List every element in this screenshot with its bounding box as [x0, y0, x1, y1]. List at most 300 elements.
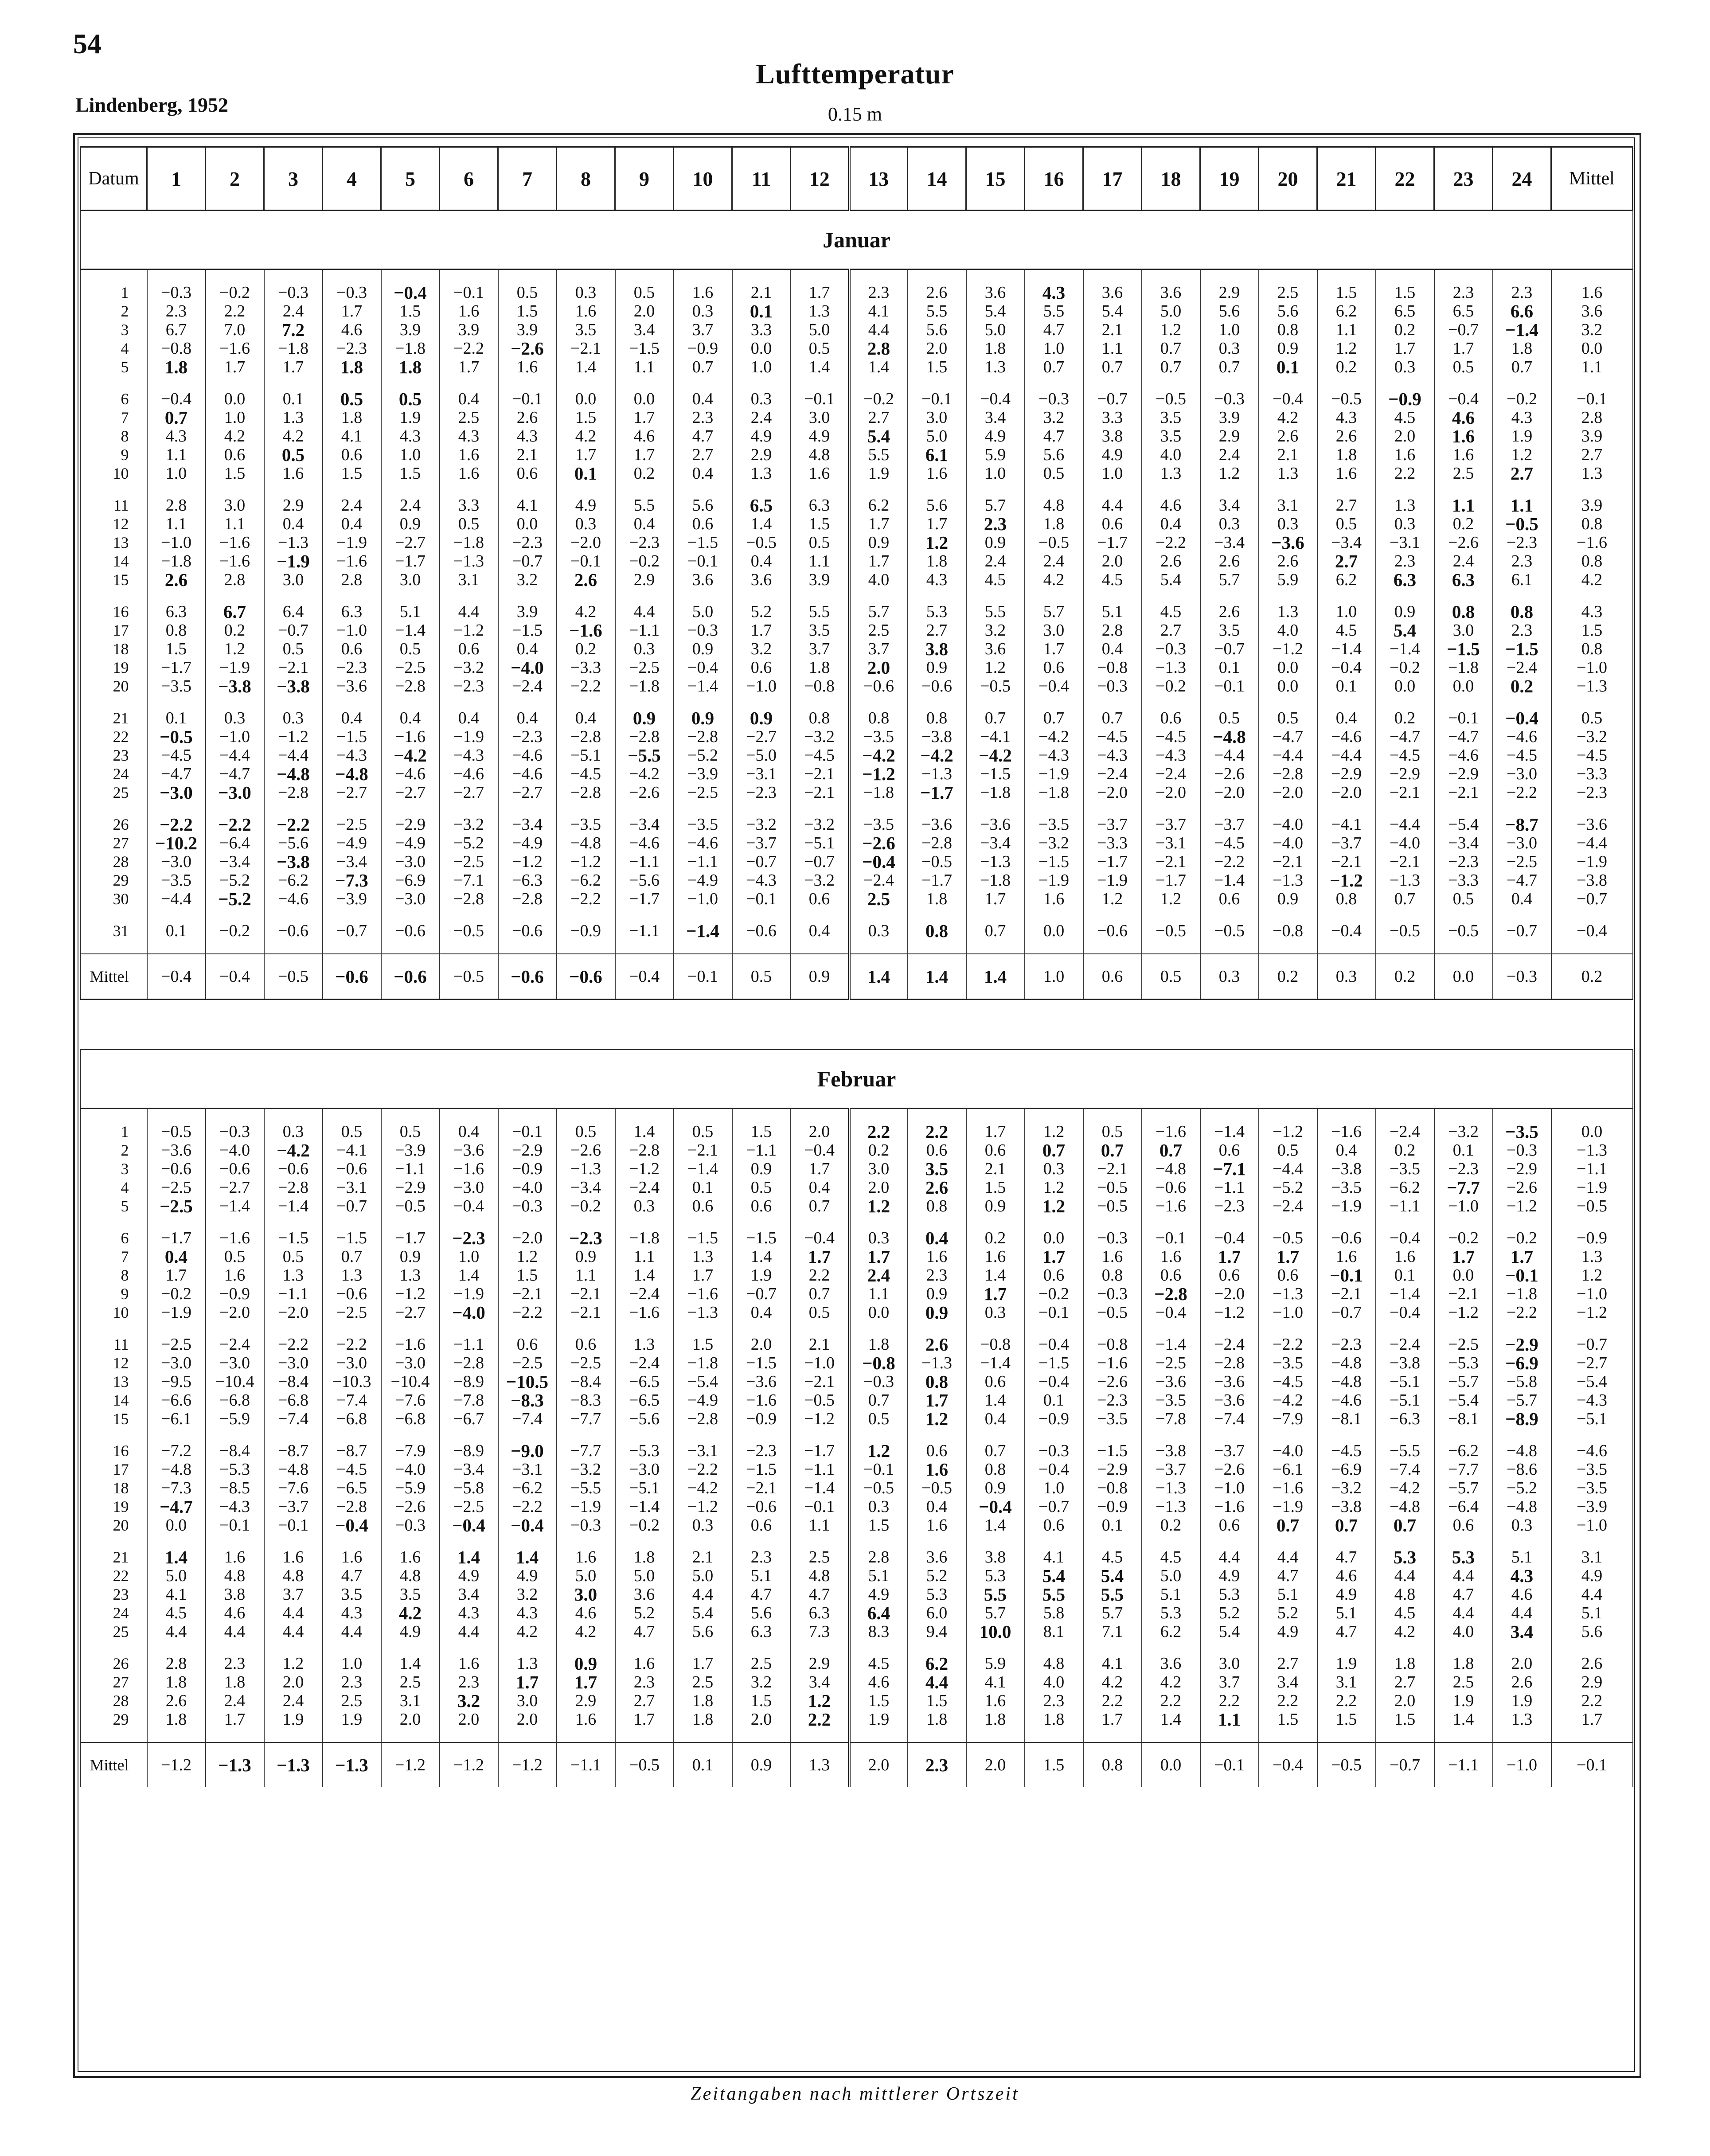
table-row [81, 1479, 1633, 1497]
temperature-cell: −3.5 [849, 727, 908, 746]
temperature-cell: −1.2 [147, 1742, 206, 1787]
temperature-cell: −7.8 [1142, 1410, 1200, 1428]
temperature-cell: −0.4 [849, 852, 908, 871]
temperature-cell: −2.4 [849, 871, 908, 890]
temperature-cell: −2.2 [557, 890, 615, 908]
daily-mean-cell: 1.5 [1551, 621, 1633, 640]
temperature-cell: −0.4 [147, 954, 206, 1000]
temperature-cell: 1.8 [791, 658, 849, 677]
temperature-cell: −1.4 [381, 621, 440, 640]
temperature-cell: 4.0 [1434, 1622, 1493, 1641]
page-number: 54 [73, 28, 102, 59]
temperature-cell: 0.7 [1083, 709, 1142, 727]
temperature-cell: −2.6 [498, 339, 557, 358]
temperature-cell: 2.7 [849, 408, 908, 427]
table-row [81, 1710, 1633, 1729]
temperature-cell: 1.4 [966, 954, 1025, 1000]
temperature-cell: 6.5 [1376, 302, 1434, 320]
temperature-cell: 1.0 [323, 1654, 381, 1673]
temperature-cell: 1.1 [1200, 1710, 1259, 1729]
temperature-cell: −3.2 [440, 815, 498, 834]
temperature-cell: −1.9 [323, 533, 381, 552]
temperature-cell: −3.1 [498, 1460, 557, 1479]
temperature-cell: −2.7 [440, 783, 498, 802]
temperature-cell: −0.2 [615, 1516, 674, 1535]
temperature-cell: −4.5 [1259, 1372, 1317, 1391]
temperature-cell: −2.9 [1317, 765, 1376, 783]
temperature-cell: −0.5 [615, 1742, 674, 1787]
day-label: 3 [81, 1160, 147, 1178]
temperature-cell: 0.5 [381, 390, 440, 408]
temperature-cell: 6.2 [1317, 302, 1376, 320]
table-row [81, 852, 1633, 871]
temperature-cell: 3.6 [1142, 1654, 1200, 1673]
temperature-cell: 2.1 [791, 1335, 849, 1354]
temperature-cell: −1.2 [1259, 640, 1317, 658]
header-hour: 13 [849, 147, 908, 211]
day-label: 26 [81, 815, 147, 834]
temperature-cell: 2.3 [1025, 1691, 1083, 1710]
temperature-cell: −1.9 [147, 1303, 206, 1322]
temperature-cell: −0.8 [1083, 658, 1142, 677]
mittel-row [81, 1742, 1633, 1787]
temperature-cell: 4.6 [323, 320, 381, 339]
temperature-cell: 3.1 [1259, 496, 1317, 515]
temperature-cell: −8.1 [1434, 1410, 1493, 1428]
table-row [81, 1160, 1633, 1178]
temperature-cell: −0.3 [557, 1516, 615, 1535]
temperature-cell: −5.2 [206, 871, 264, 890]
temperature-cell: 1.3 [732, 464, 791, 483]
temperature-cell: 0.8 [849, 709, 908, 727]
temperature-cell: 4.5 [1083, 570, 1142, 589]
temperature-cell: −2.1 [557, 339, 615, 358]
temperature-cell: −3.5 [1317, 1178, 1376, 1197]
temperature-cell: −1.6 [206, 339, 264, 358]
temperature-cell: 2.4 [264, 1691, 323, 1710]
daily-mean-cell: 2.7 [1551, 445, 1633, 464]
temperature-cell: −1.3 [1142, 1479, 1200, 1497]
temperature-cell: −2.5 [440, 1497, 498, 1516]
temperature-cell: −2.8 [557, 783, 615, 802]
temperature-cell: −0.3 [323, 283, 381, 302]
temperature-cell: −2.9 [381, 815, 440, 834]
temperature-cell: 4.1 [1025, 1548, 1083, 1566]
temperature-cell: 0.1 [147, 709, 206, 727]
temperature-cell: 2.6 [147, 1691, 206, 1710]
daily-mean-cell: −0.7 [1551, 1335, 1633, 1354]
temperature-cell: 5.2 [1259, 1604, 1317, 1622]
temperature-cell: −6.2 [264, 871, 323, 890]
temperature-cell: 1.4 [966, 1516, 1025, 1535]
header-hour: 23 [1434, 147, 1493, 211]
temperature-cell: −3.9 [674, 765, 732, 783]
temperature-cell: −1.9 [1317, 1197, 1376, 1215]
temperature-cell: −1.3 [323, 1742, 381, 1787]
row-gap [81, 695, 1633, 709]
temperature-cell: 0.0 [1025, 1229, 1083, 1247]
temperature-cell: −9.0 [498, 1441, 557, 1460]
temperature-cell: 2.7 [1259, 1654, 1317, 1673]
table-row [81, 640, 1633, 658]
temperature-cell: 4.7 [674, 427, 732, 445]
temperature-cell: 4.9 [1200, 1566, 1259, 1585]
temperature-cell: 0.7 [791, 1197, 849, 1215]
temperature-cell: 2.3 [1376, 552, 1434, 570]
temperature-cell: −1.7 [147, 1229, 206, 1247]
header-hour: 12 [791, 147, 849, 211]
temperature-cell: 2.2 [1317, 1691, 1376, 1710]
daily-mean-cell: −1.9 [1551, 852, 1633, 871]
temperature-cell: −4.1 [323, 1141, 381, 1160]
temperature-cell: −5.2 [674, 746, 732, 765]
temperature-cell: 6.5 [1434, 302, 1493, 320]
temperature-cell: −1.2 [381, 1742, 440, 1787]
temperature-cell: 1.2 [498, 1247, 557, 1266]
temperature-cell: 1.2 [849, 1197, 908, 1215]
temperature-cell: −2.6 [1434, 533, 1493, 552]
temperature-cell: −2.1 [791, 1372, 849, 1391]
temperature-cell: 0.5 [1259, 709, 1317, 727]
temperature-cell: −7.4 [498, 1410, 557, 1428]
temperature-cell: −2.8 [498, 890, 557, 908]
temperature-cell: −1.8 [1025, 783, 1083, 802]
temperature-cell: 1.0 [1025, 1479, 1083, 1497]
temperature-cell: 1.8 [323, 358, 381, 376]
temperature-cell: 2.0 [966, 1742, 1025, 1787]
temperature-cell: −10.3 [323, 1372, 381, 1391]
temperature-cell: −4.3 [206, 1497, 264, 1516]
temperature-cell: −2.2 [1200, 852, 1259, 871]
temperature-cell: 5.3 [1376, 1548, 1434, 1566]
temperature-cell: −1.7 [791, 1441, 849, 1460]
temperature-cell: 0.6 [908, 1441, 966, 1460]
temperature-cell: −4.6 [440, 765, 498, 783]
temperature-cell: −1.6 [1259, 1479, 1317, 1497]
temperature-cell: −3.2 [440, 658, 498, 677]
temperature-cell: 0.9 [966, 1479, 1025, 1497]
temperature-cell: 5.9 [966, 445, 1025, 464]
temperature-cell: 1.6 [1317, 464, 1376, 483]
temperature-cell: 5.6 [908, 496, 966, 515]
temperature-cell: 0.1 [732, 302, 791, 320]
temperature-cell: 5.3 [908, 602, 966, 621]
temperature-cell: 0.3 [849, 1229, 908, 1247]
temperature-cell: 4.4 [849, 320, 908, 339]
temperature-cell: 2.2 [1142, 1691, 1200, 1710]
daily-mean-cell: 2.8 [1551, 408, 1633, 427]
temperature-cell: 3.6 [966, 283, 1025, 302]
temperature-cell: 2.5 [849, 621, 908, 640]
daily-mean-cell: −3.5 [1551, 1479, 1633, 1497]
temperature-cell: 1.3 [1493, 1710, 1551, 1729]
table-row [81, 765, 1633, 783]
temperature-cell: −7.1 [440, 871, 498, 890]
temperature-cell: −3.8 [908, 727, 966, 746]
temperature-cell: 1.7 [1025, 1247, 1083, 1266]
temperature-cell: 4.8 [206, 1566, 264, 1585]
temperature-cell: 0.6 [323, 640, 381, 658]
temperature-cell: −0.5 [1376, 922, 1434, 940]
row-gap [81, 908, 1633, 922]
temperature-cell: −2.2 [674, 1460, 732, 1479]
temperature-cell: −0.7 [1200, 640, 1259, 658]
temperature-cell: 1.4 [966, 1266, 1025, 1285]
temperature-cell: 2.2 [206, 302, 264, 320]
temperature-cell: 4.2 [557, 1622, 615, 1641]
temperature-cell: −0.8 [849, 1354, 908, 1372]
temperature-cell: 1.7 [615, 408, 674, 427]
header-hour: 11 [732, 147, 791, 211]
temperature-cell: 1.7 [557, 1673, 615, 1691]
day-label: 7 [81, 1247, 147, 1266]
temperature-cell: 0.9 [1376, 602, 1434, 621]
temperature-cell: 0.6 [1142, 1266, 1200, 1285]
temperature-cell: 4.2 [1025, 570, 1083, 589]
temperature-cell: −2.8 [615, 1141, 674, 1160]
temperature-cell: −3.7 [732, 834, 791, 852]
temperature-cell: −2.8 [440, 1354, 498, 1372]
temperature-cell: 0.7 [966, 709, 1025, 727]
temperature-cell: 4.8 [1376, 1585, 1434, 1604]
daily-mean-cell: 0.8 [1551, 515, 1633, 533]
temperature-cell: −3.4 [1317, 533, 1376, 552]
temperature-cell: −3.4 [440, 1460, 498, 1479]
temperature-cell: 0.4 [908, 1229, 966, 1247]
temperature-cell: −0.2 [1493, 390, 1551, 408]
temperature-cell: 3.8 [908, 640, 966, 658]
temperature-cell: −2.4 [206, 1335, 264, 1354]
temperature-cell: 1.1 [1493, 496, 1551, 515]
day-label: 10 [81, 464, 147, 483]
temperature-cell: 4.7 [323, 1566, 381, 1585]
temperature-cell: 0.9 [615, 709, 674, 727]
temperature-cell: −0.6 [498, 922, 557, 940]
temperature-cell: −1.3 [440, 552, 498, 570]
temperature-cell: −0.4 [966, 1497, 1025, 1516]
day-label: 14 [81, 552, 147, 570]
temperature-cell: −0.1 [498, 1122, 557, 1141]
temperature-cell: −1.1 [615, 922, 674, 940]
temperature-cell: 0.7 [1142, 1141, 1200, 1160]
temperature-cell: 2.6 [1317, 427, 1376, 445]
temperature-cell: 1.2 [1493, 445, 1551, 464]
temperature-cell: −4.8 [1200, 727, 1259, 746]
daily-mean-cell: −1.0 [1551, 658, 1633, 677]
temperature-cell: 2.4 [1200, 445, 1259, 464]
temperature-cell: 0.4 [674, 390, 732, 408]
temperature-cell: −1.5 [323, 727, 381, 746]
temperature-cell: −0.1 [1434, 709, 1493, 727]
temperature-cell: 0.2 [966, 1229, 1025, 1247]
temperature-cell: −2.4 [1259, 1197, 1317, 1215]
temperature-cell: 0.4 [1317, 1141, 1376, 1160]
temperature-cell: −8.9 [1493, 1410, 1551, 1428]
temperature-cell: 0.3 [206, 709, 264, 727]
temperature-cell: −0.5 [1142, 922, 1200, 940]
temperature-cell: 2.1 [1259, 445, 1317, 464]
temperature-cell: 3.0 [849, 1160, 908, 1178]
temperature-cell: −4.0 [1259, 815, 1317, 834]
table-row [81, 1497, 1633, 1516]
temperature-cell: −0.4 [323, 1516, 381, 1535]
temperature-cell: −4.8 [264, 765, 323, 783]
temperature-cell: −6.2 [498, 1479, 557, 1497]
daily-mean-cell: −1.0 [1551, 1516, 1633, 1535]
month-heading-row [81, 211, 1633, 270]
temperature-cell: 4.4 [264, 1604, 323, 1622]
temperature-cell: 1.6 [674, 283, 732, 302]
temperature-cell: 5.6 [1200, 302, 1259, 320]
temperature-cell: −0.7 [1493, 922, 1551, 940]
daily-mean-cell: 0.2 [1551, 954, 1633, 1000]
temperature-cell: 3.5 [557, 320, 615, 339]
temperature-cell: 0.4 [381, 709, 440, 727]
temperature-cell: 2.3 [732, 1548, 791, 1566]
temperature-cell: −3.0 [147, 1354, 206, 1372]
temperature-cell: −3.6 [1259, 533, 1317, 552]
temperature-cell: 0.6 [1025, 1516, 1083, 1535]
row-gap [81, 1641, 1633, 1654]
temperature-cell: −0.7 [264, 621, 323, 640]
temperature-cell: −2.1 [264, 658, 323, 677]
temperature-cell: 1.6 [908, 464, 966, 483]
temperature-cell: 0.2 [1376, 954, 1434, 1000]
day-label: 9 [81, 1285, 147, 1303]
table-row [81, 1441, 1633, 1460]
temperature-cell: −0.6 [381, 922, 440, 940]
temperature-cell: 2.3 [1434, 283, 1493, 302]
temperature-cell: 0.5 [674, 1122, 732, 1141]
day-label: 22 [81, 727, 147, 746]
temperature-cell: 1.9 [323, 1710, 381, 1729]
daily-mean-cell: −0.4 [1551, 922, 1633, 940]
temperature-cell: −5.3 [615, 1441, 674, 1460]
temperature-cell: −2.3 [732, 783, 791, 802]
temperature-cell: 0.2 [1376, 1141, 1434, 1160]
temperature-cell: 0.9 [557, 1247, 615, 1266]
temperature-cell: 0.5 [323, 1122, 381, 1141]
daily-mean-cell: 3.9 [1551, 427, 1633, 445]
header-hour: 14 [908, 147, 966, 211]
temperature-cell: 4.9 [1259, 1622, 1317, 1641]
temperature-cell: −1.0 [323, 621, 381, 640]
temperature-cell: 1.5 [849, 1691, 908, 1710]
temperature-cell: −2.3 [1434, 852, 1493, 871]
daily-mean-cell: −1.3 [1551, 677, 1633, 695]
temperature-cell: 5.5 [966, 602, 1025, 621]
temperature-cell: −3.5 [1025, 815, 1083, 834]
temperature-cell: 0.6 [966, 1141, 1025, 1160]
temperature-cell: −6.5 [615, 1391, 674, 1410]
temperature-cell: 1.7 [849, 1247, 908, 1266]
temperature-cell: 6.4 [849, 1604, 908, 1622]
temperature-cell: −0.5 [1025, 533, 1083, 552]
temperature-cell: −2.7 [206, 1178, 264, 1197]
temperature-cell: −1.8 [147, 552, 206, 570]
day-label: 23 [81, 1585, 147, 1604]
temperature-cell: 2.6 [1259, 427, 1317, 445]
table-row [81, 390, 1633, 408]
temperature-cell: −1.2 [1259, 1122, 1317, 1141]
temperature-cell: −4.8 [557, 834, 615, 852]
temperature-cell: 0.8 [1434, 602, 1493, 621]
temperature-cell: 0.1 [264, 390, 323, 408]
temperature-cell: 2.4 [1434, 552, 1493, 570]
temperature-cell: −0.3 [498, 1197, 557, 1215]
temperature-cell: 5.6 [732, 1604, 791, 1622]
table-row [81, 302, 1633, 320]
temperature-cell: −3.4 [323, 852, 381, 871]
temperature-cell: −3.6 [1200, 1372, 1259, 1391]
temperature-cell: −0.1 [908, 390, 966, 408]
temperature-cell: 1.7 [966, 1285, 1025, 1303]
temperature-cell: −1.0 [791, 1354, 849, 1372]
temperature-cell: 4.4 [1434, 1566, 1493, 1585]
temperature-cell: 1.8 [147, 1673, 206, 1691]
daily-mean-cell: −4.6 [1551, 1441, 1633, 1460]
temperature-cell: 2.4 [206, 1691, 264, 1710]
temperature-cell: 0.2 [206, 621, 264, 640]
temperature-cell: 2.5 [440, 408, 498, 427]
day-label: 1 [81, 283, 147, 302]
temperature-cell: −5.1 [557, 746, 615, 765]
temperature-cell: 0.4 [1493, 890, 1551, 908]
temperature-cell: −0.1 [1200, 677, 1259, 695]
temperature-cell: −7.7 [1434, 1178, 1493, 1197]
temperature-cell: 0.6 [732, 1197, 791, 1215]
temperature-cell: 1.8 [1493, 339, 1551, 358]
temperature-cell: 5.9 [966, 1654, 1025, 1673]
temperature-cell: 1.2 [908, 1410, 966, 1428]
day-label: 10 [81, 1303, 147, 1322]
temperature-cell: −1.5 [732, 1460, 791, 1479]
temperature-cell: 4.4 [440, 602, 498, 621]
temperature-cell: −3.0 [206, 1354, 264, 1372]
temperature-cell: 0.9 [674, 709, 732, 727]
temperature-cell: −2.9 [1083, 1460, 1142, 1479]
temperature-cell: 1.2 [966, 658, 1025, 677]
daily-mean-cell: 2.6 [1551, 1654, 1633, 1673]
temperature-cell: 0.2 [615, 464, 674, 483]
temperature-cell: −0.5 [440, 922, 498, 940]
temperature-cell: −3.2 [1317, 1479, 1376, 1497]
daily-mean-cell: 1.3 [1551, 1247, 1633, 1266]
temperature-cell: −4.3 [440, 746, 498, 765]
temperature-cell: −4.3 [1025, 746, 1083, 765]
temperature-cell: 4.5 [1317, 621, 1376, 640]
temperature-cell: 1.4 [440, 1548, 498, 1566]
temperature-cell: −0.2 [557, 1197, 615, 1215]
temperature-cell: −0.8 [791, 677, 849, 695]
temperature-cell: −3.1 [732, 765, 791, 783]
header-hour: 5 [381, 147, 440, 211]
temperature-cell: 0.0 [557, 390, 615, 408]
temperature-cell: −3.0 [264, 1354, 323, 1372]
temperature-cell: −1.1 [440, 1335, 498, 1354]
temperature-cell: 4.4 [323, 1622, 381, 1641]
temperature-cell: −0.2 [1434, 1229, 1493, 1247]
day-label: 30 [81, 890, 147, 908]
daily-mean-cell: 4.9 [1551, 1566, 1633, 1585]
temperature-cell: −2.1 [732, 1479, 791, 1497]
temperature-cell: −1.0 [1259, 1303, 1317, 1322]
temperature-cell: 4.7 [1434, 1585, 1493, 1604]
temperature-cell: −2.0 [1200, 1285, 1259, 1303]
temperature-cell: 1.6 [264, 1548, 323, 1566]
temperature-cell: 5.3 [1200, 1585, 1259, 1604]
temperature-cell: 0.6 [1200, 1141, 1259, 1160]
